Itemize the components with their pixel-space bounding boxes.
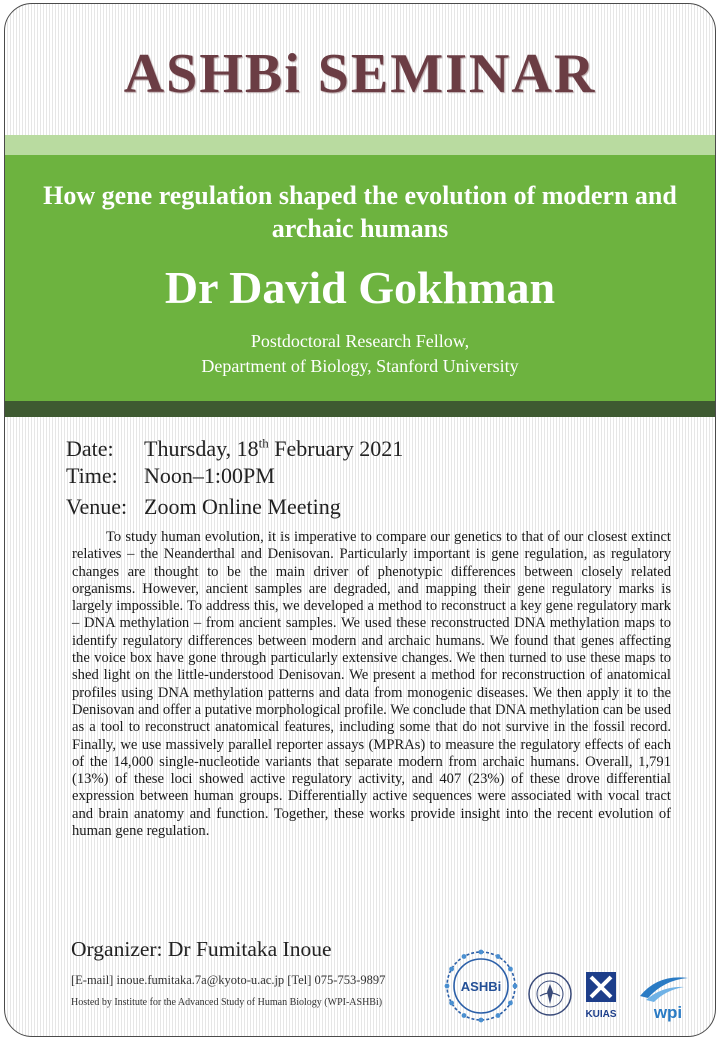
wpi-logo: [634, 972, 694, 1022]
ashbi-logo-text: ASHBi: [460, 979, 502, 994]
time-value: Noon–1:00PM: [144, 463, 275, 488]
venue-label: Venue:: [66, 494, 128, 519]
speaker-affiliation: [5, 329, 715, 379]
date-day: Thursday, 18: [144, 436, 259, 462]
wpi-logo-text: wpi: [653, 1003, 683, 1022]
speaker-position: Postdoctoral Research Fellow,: [250, 331, 470, 351]
date-rest: February 2021: [268, 436, 404, 462]
venue-row: [66, 494, 341, 520]
time-label: Time:: [66, 463, 118, 488]
seminar-title: ASHBi SEMINAR: [123, 43, 597, 105]
date-ordinal: th: [258, 436, 269, 451]
time-row: [66, 463, 275, 489]
date-value: [144, 436, 403, 461]
abstract-text: To study human evolution, it is imperative to compare our genetics to that of our closest extinct relatives – the Neanderthal and Denisovan. Particularly important is gene regulation, as regulatory changes are thought to be the main driver of phenotypic differences between closely related organisms. However, ancient samples are degraded, and mapping their gene regulatory marks is largely impossible. To address this, we developed a method to reconstruct a key gene regulatory mark – DNA methylation – from ancient samples. We used these reconstructed DNA methylation maps to identify regulatory differences between modern and archaic humans. We found that genes affecting the voice box have gone through particularly extensive changes. We then turned to use these maps to shed light on the little-understood Denisovan. We present a method for reconstruction of anatomical profiles using DNA methylation patterns and data from monogenic diseases. We then apply it to the Denisovan and offer a putative morphological profile. We conclude that DNA methylation can be used as a tool to reconstruct anatomical features, including some that do not survive in the fossil record. Finally, we use massively parallel reporter assays (MPRAs) to measure the regulatory effects of each of the 14,000 single-nucleotide variants that separate modern from archaic humans. Overall, 1,791 (13%) of these loci showed active regulatory activity, and 407 (23%) of these drove differential expression between human groups. Differentially active sequences were associated with vocal tract and brain anatomy and function. Together, these works provide insight into the recent evolution of human gene regulation.: [72, 529, 671, 840]
ashbi-logo: [437, 942, 525, 1030]
date-row: [66, 431, 403, 462]
organizer: Organizer: Dr Fumitaka Inoue: [71, 937, 332, 961]
venue-value: Zoom Online Meeting: [144, 494, 341, 519]
poster-frame: [4, 3, 716, 1037]
speaker-name: Dr David Gokhman: [164, 262, 556, 313]
kuias-logo: [583, 970, 619, 1022]
kyoto-university-seal: [527, 971, 573, 1017]
hosted-by: Hosted by Institute for the Advanced Study of Human Biology (WPI-ASHBi): [71, 997, 383, 1008]
talk-title: How gene regulation shaped the evolution of modern and archaic humans: [43, 181, 677, 243]
speaker-department: Department of Biology, Stanford University: [201, 356, 519, 376]
date-label: Date:: [66, 436, 114, 462]
light-green-band: [5, 135, 715, 155]
contact-info: [E-mail] inoue.fumitaka.7a@kyoto-u.ac.jp [Tel] 075-753-9897: [71, 973, 386, 987]
kuias-logo-text: KUIAS: [585, 1009, 617, 1020]
dark-green-band: [5, 401, 715, 417]
